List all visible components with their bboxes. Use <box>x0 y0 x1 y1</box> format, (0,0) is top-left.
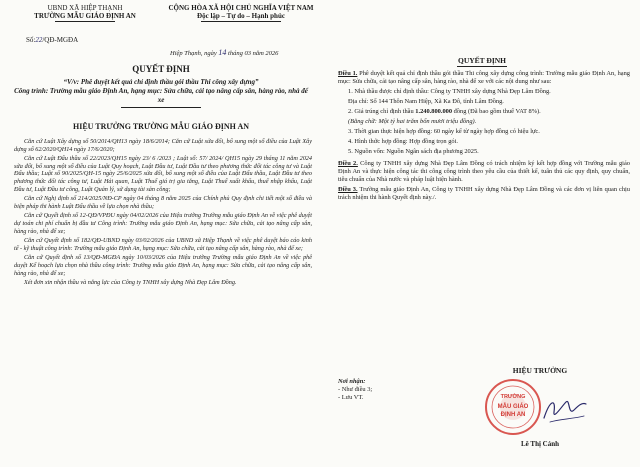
header-left-rule <box>55 21 115 22</box>
item-price-a: 2. Giá trúng chỉ định thầu <box>348 108 416 115</box>
doc-number-handwritten: 22 <box>35 36 43 44</box>
national-motto: Độc lập – Tự do – Hạnh phúc <box>197 12 285 20</box>
basis-paragraph: Căn cứ Quyết định số 182/QĐ-UBND ngày 03/02/2026 của UBND xã Hiệp Thạnh về việc phê duyệt báo cáo kinh tế - kỹ thuật công trình: Trường mẫu giáo Định An, hạng mục: Sửa chữa, cải tạo nâng cấp sân, hàng rào, nhà để xe; <box>14 237 312 252</box>
basis-paragraph: Căn cứ Luật Đấu thầu số 22/2023/QH15 ngày 23/ 6 /2023 ; Luật số: 57/ 2024/ QH15 ngày 29 tháng 11 năm 2024 sửa đổi, bổ sung một số điều của Luật Quy hoạch, Luật Đầu tư, Luật Đầu tư theo phương thức đối tác công tư và Luật Đấu thầu; Luật số 90/2025/QH-15 ngày 25/6/2025 sửa đổi, bổ sung một số điều của Luật Đấu thầu, Luật Đầu tư theo phương thức đối tác công tư, Luật Hải quan, Luật Thuế giá trị gia tăng, Luật Thuế xuất khẩu, thuế nhập khẩu, Luật Đầu tư, Luật Đầu tư công, Luật Quản lý, sử dụng tài sản công; <box>14 155 312 193</box>
document-subject <box>14 78 308 108</box>
basis-paragraph: Căn cứ Luật Xây dựng số 50/2014/QH13 ngày 18/6/2014; Căn cứ Luật sửa đổi, bổ sung một số điều của Luật Xây dựng số 62/2020/QH14 ngày 17/6/2020; <box>14 138 312 153</box>
basis-paragraph: Căn cứ Quyết định số 12-QĐ/VPĐU ngày 04/02/2026 của Hiệu trưởng Trường mẫu giáo Định An về việc phê duyệt dự toán chi phí chuẩn bị đầu tư Công trình: Trường mẫu giáo Định An, hạng mục: Sửa chữa, cải tạo nâng cấp sân, hàng rào, nhà để xe; <box>14 212 312 235</box>
item-price-b: đồng (Đã bao gồm thuế VAT 8%). <box>452 108 541 115</box>
date-before: Hiệp Thạnh, ngày <box>170 50 217 57</box>
item-price-amount: 1.240.800.000 <box>415 108 453 115</box>
article-3-text: Trường mẫu giáo Định An, Công ty TNHH xây dựng Nhà Đẹp Lâm Đồng và các đơn vị liên quan chịu trách nhiệm thi hành Quyết định này./. <box>338 186 630 201</box>
stamp-text-mid1: MẪU GIÁO <box>497 404 529 410</box>
recipient-item: - Lưu VT. <box>338 394 364 401</box>
item-duration: 3. Thời gian thực hiện hợp đồng: 60 ngày kể từ ngày hợp đồng có hiệu lực. <box>348 128 540 135</box>
decision-heading-text: QUYẾT ĐỊNH <box>458 56 506 65</box>
signer-name: Lê Thị Cảnh <box>521 440 559 448</box>
handwritten-signature <box>540 392 590 426</box>
decision-heading <box>330 56 634 67</box>
article-2-text: Công ty TNHH xây dựng Nhà Đẹp Lâm Đồng có trách nhiệm ký kết hợp đồng với Trường mẫu giáo Định An và thực hiện công tác thi công công trình theo yêu cầu của thiết kế, tuân thủ các quy định, quy chuẩn, tiêu chuẩn của Nhà nước và pháp luật hiện hành. <box>338 160 630 183</box>
item-price <box>338 108 630 116</box>
official-seal-stamp <box>484 378 542 436</box>
header-right <box>156 4 326 22</box>
recipients-block <box>338 378 458 402</box>
decision-body <box>338 70 630 204</box>
basis-paragraph: Căn cứ Nghị định số 214/2025/NĐ-CP ngày 04 tháng 8 năm 2025 của Chính phủ Quy định chi tiết một số điều và biện pháp thi hành Luật Đấu thầu về lựa chọn nhà thầu; <box>14 195 312 210</box>
date-after: tháng 03 năm 2026 <box>228 50 279 57</box>
signer-title: HIỆU TRƯỞNG <box>512 366 568 375</box>
date-handwritten: 14 <box>218 48 227 57</box>
recipient-item: - Như điều 3; <box>338 386 373 393</box>
item-contract-type: 4. Hình thức hợp đồng: Hợp đồng trọn gói. <box>348 138 458 145</box>
subject-line-2: Công trình: Trường mẫu giáo Định An, hạng mục: Sửa chữa, cải tạo nâng cấp sân, hàng rào, nhà để xe <box>14 87 308 104</box>
issuer-heading: HIỆU TRƯỞNG TRƯỜNG MẪU GIÁO ĐỊNH AN <box>72 122 249 131</box>
article-1-text: Phê duyệt kết quả chỉ định thầu gói thầu Thi công xây dựng công trình: Trường mẫu giáo Định An, hạng mục: Sửa chữa, cải tạo nâng cấp sân, hàng rào, nhà để xe với các nội dung như sau: <box>338 70 630 85</box>
legal-basis <box>14 138 312 289</box>
article-1-label: Điều 1. <box>338 70 358 77</box>
header-left <box>10 4 160 22</box>
item-funding: 5. Nguồn vốn: Nguồn Ngân sách địa phương 2025. <box>348 148 479 155</box>
doc-number-prefix: Số: <box>26 36 36 44</box>
article-1 <box>338 70 630 86</box>
document-number <box>26 36 78 44</box>
agency-name: UBND XÃ HIỆP THẠNH <box>47 4 123 12</box>
subject-line-1: “V/v: Phê duyệt kết quả chỉ định thầu gói thầu Thi công xây dựng” <box>63 78 259 86</box>
item-price-words: (Bằng chữ: Một tỷ hai trăm bốn mươi triệu đồng). <box>348 118 477 125</box>
doc-number-suffix: /QĐ-MGĐA <box>42 36 79 44</box>
basis-paragraph: Xét đơn xin nhận thầu và năng lực của Công ty TNHH xây dựng Nhà Đẹp Lâm Đồng. <box>24 279 237 287</box>
stamp-text-top: TRƯỜNG <box>500 394 526 400</box>
basis-paragraph: Căn cứ Quyết định số 13/QĐ-MGĐA ngày 10/03/2026 của Hiệu trưởng Trường mẫu giáo Định An về việc phê duyệt Kế hoạch lựa chọn nhà thầu công trình: Trường mẫu giáo Định An, hạng mục: Sửa chữa, cải tạo nâng cấp sân, hàng rào, nhà để xe; <box>14 254 312 277</box>
document-title: QUYẾT ĐỊNH <box>132 64 190 74</box>
stamp-text-mid2: ĐỊNH AN <box>500 412 526 418</box>
subject-rule <box>121 107 201 108</box>
date-line <box>170 48 278 57</box>
decision-heading-rule <box>457 66 507 67</box>
school-name: TRƯỜNG MẪU GIÁO ĐỊNH AN <box>34 12 136 20</box>
article-3 <box>338 186 630 202</box>
header-right-rule <box>201 21 281 22</box>
recipients-label: Nơi nhận: <box>338 378 366 385</box>
item-contractor: 1. Nhà thầu được chỉ định thầu: Công ty TNHH xây dựng Nhà Đẹp Lâm Đồng. <box>348 88 551 95</box>
article-2-label: Điều 2. <box>338 160 358 167</box>
item-contractor-address: Địa chỉ: Số 144 Thôn Nam Hiệp, Xã Ka Đô, tỉnh Lâm Đồng. <box>348 98 504 105</box>
article-2 <box>338 160 630 184</box>
country-name: CỘNG HÒA XÃ HỘI CHỦ NGHĨA VIỆT NAM <box>168 4 314 12</box>
article-3-label: Điều 3. <box>338 186 358 193</box>
